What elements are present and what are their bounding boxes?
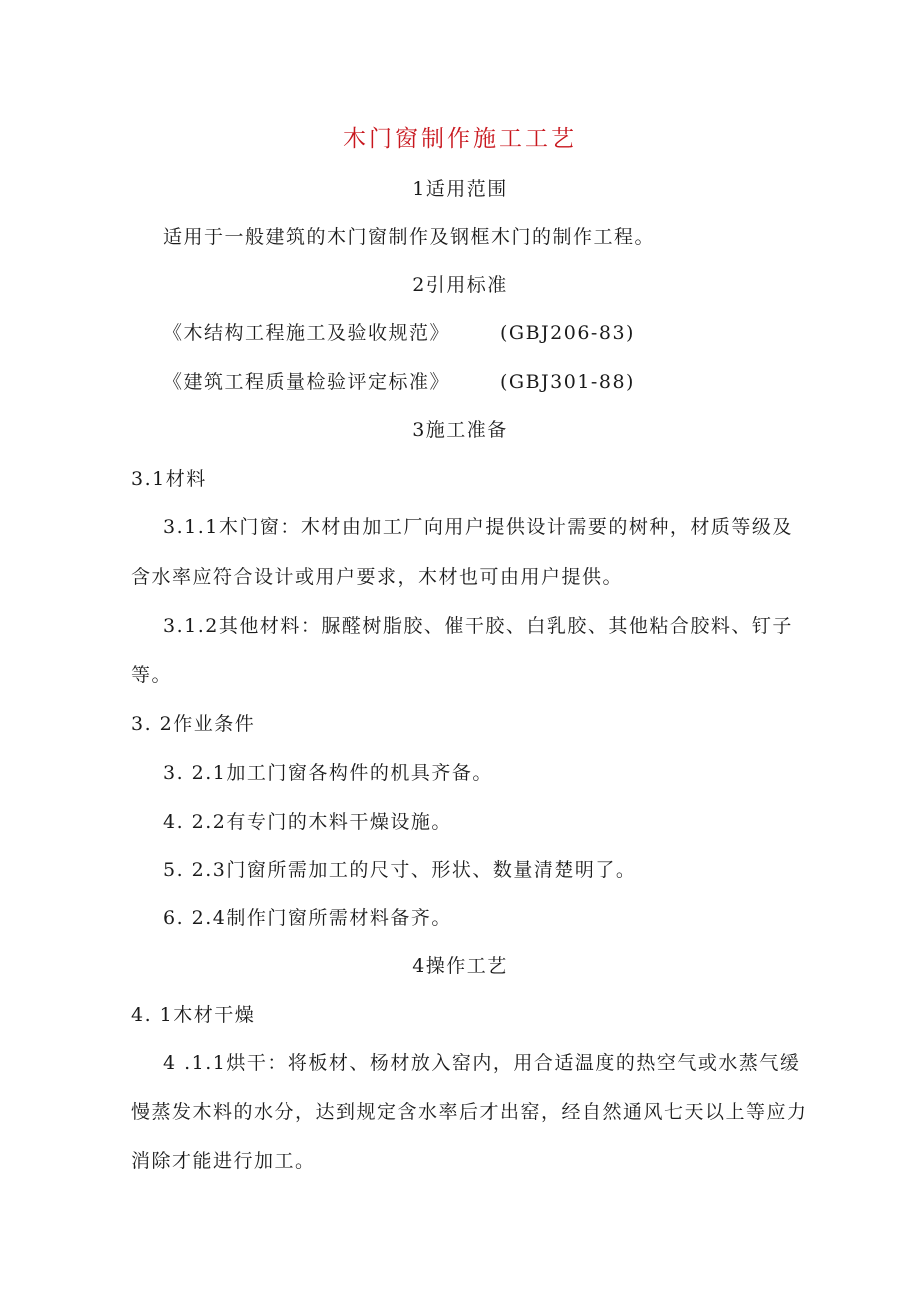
- section-3-2-heading: 3. 2作业条件: [131, 713, 256, 735]
- standard-code-2: (GBJ301-88): [500, 371, 635, 393]
- section-1-body: 适用于一般建筑的木门窗制作及钢框木门的制作工程。: [163, 226, 656, 248]
- section-3-1-heading: 3.1材料: [131, 468, 207, 490]
- list-item-3-2-4: 6. 2.4制作门窗所需材料备齐。: [163, 907, 452, 929]
- list-item-3-2-2: 4. 2.2有专门的木料干燥设施。: [163, 811, 452, 833]
- list-item-3-2-3: 5. 2.3门窗所需加工的尺寸、形状、数量清楚明了。: [163, 859, 637, 881]
- list-item-3-2-1: 3. 2.1加工门窗各构件的机具齐备。: [163, 762, 493, 784]
- document-title: 木门窗制作施工工艺: [343, 126, 577, 152]
- paragraph-4-1-1-line-2: 慢蒸发木料的水分，达到规定含水率后才出窑，经自然通风七天以上等应力: [131, 1101, 808, 1123]
- paragraph-3-1-2-line-2: 等。: [131, 664, 173, 686]
- section-2-heading: 2引用标准: [412, 274, 508, 296]
- paragraph-3-1-2-line-1: 3.1.2其他材料：脲醛树脂胶、催干胶、白乳胶、其他粘合胶料、钉子: [163, 615, 793, 637]
- standard-code-1: (GBJ206-83): [500, 322, 635, 344]
- section-1-heading: 1适用范围: [412, 178, 508, 200]
- section-3-heading: 3施工准备: [412, 419, 508, 441]
- paragraph-4-1-1-line-1: 4 .1.1烘干：将板材、杨材放入窑内，用合适温度的热空气或水蒸气缓: [163, 1052, 801, 1074]
- standard-name-2: 《建筑工程质量检验评定标准》: [163, 371, 451, 393]
- standard-name-1: 《木结构工程施工及验收规范》: [163, 322, 451, 344]
- paragraph-3-1-1-line-1: 3.1.1木门窗：木材由加工厂向用户提供设计需要的树种，材质等级及: [163, 516, 793, 538]
- paragraph-3-1-1-line-2: 含水率应符合设计或用户要求，木材也可由用户提供。: [131, 566, 624, 588]
- section-4-heading: 4操作工艺: [412, 955, 508, 977]
- section-4-1-heading: 4. 1木材干燥: [131, 1004, 256, 1026]
- paragraph-4-1-1-line-3: 消除才能进行加工。: [131, 1150, 316, 1172]
